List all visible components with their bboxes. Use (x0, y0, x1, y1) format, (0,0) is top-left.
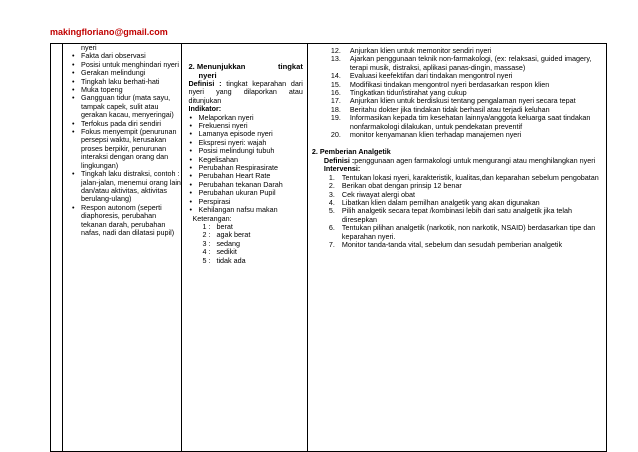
outcome-heading-word: tingkat (277, 62, 303, 71)
interventions-cell (307, 44, 606, 452)
indicator-item: • Melaporkan nyeri (198, 114, 302, 122)
scale-text: agak berat (216, 230, 251, 240)
item-number: 3. (328, 189, 335, 199)
list-item: • Posisi untuk menghindari nyeri (81, 61, 181, 69)
indicator-item: • Perubahan tekanan Darah (198, 181, 302, 189)
item-text: Informasikan kepada tim kesehatan lainnya/anggota keluarga saat tindakan nonfarmakologi dilakukan, untuk pendekatan preventif (349, 113, 591, 131)
item-number: 15. (330, 79, 341, 89)
indicator-item: • Perspirasi (198, 198, 302, 206)
author-email: makingfloriano@gmail.com (50, 27, 168, 37)
scale-number: 1 : (202, 221, 211, 231)
indicator-item: • Kegelisahan (198, 156, 302, 164)
list-item: • Muka topeng (81, 86, 181, 94)
indicator-label: Indikator: (188, 104, 222, 114)
list-item: • Respon autonom (seperti diaphoresis, perubahan tekanan darah, perubahan nafas, nadi dan dilatasi pupil) (81, 204, 181, 238)
outcome-heading (188, 62, 302, 71)
item-number: 20. (330, 130, 341, 140)
scale-list (188, 223, 302, 265)
list-item: • Tingkah laku distraksi, contoh : jalan-jalan, menemui orang lain dan/atau aktivitas, aktivitas berulang-ulang) (81, 170, 181, 204)
scale-text: sedikit (216, 247, 237, 257)
section-title-analgetik: 2. Pemberian Analgetik (311, 147, 391, 157)
item-text: Modifikasi tindakan mengontrol nyeri berdasarkan respon klien (349, 79, 550, 89)
item-number: 7. (328, 239, 335, 249)
scale-text: berat (216, 221, 233, 231)
item-text: Berikan obat dengan prinsip 12 benar (341, 181, 462, 191)
section-definition: Definisi :penggunaan agen farmakologi untuk mengurangi atau menghilangkan nyeri (323, 155, 596, 165)
list-item (330, 130, 602, 140)
list-item (328, 206, 602, 224)
item-number: 1. (328, 172, 335, 182)
outcome-heading-continued: nyeri (198, 71, 217, 80)
defining-characteristics-cell (63, 44, 182, 452)
item-number: 14. (330, 71, 341, 81)
item-text: Libatkan klien dalam pemilhan analgetik yang akan digunakan (341, 197, 540, 207)
item-text: Evaluasi keefektifan dari tindakan mengontrol nyeri (349, 71, 513, 81)
scale-number: 3 : (202, 238, 211, 248)
indicator-item: • Perubahan Respirasirate (198, 164, 302, 172)
scale-text: tidak ada (216, 255, 246, 265)
item-number: 19. (330, 113, 341, 123)
scale-item (188, 257, 302, 265)
number-column-cell (51, 44, 63, 452)
list-item (328, 239, 602, 249)
scale-number: 5 : (202, 255, 211, 265)
item-text: Tingkatkan tidur/istirahat yang cukup (349, 88, 467, 98)
outcome-heading-number: 2. Menunjukkan (188, 62, 246, 71)
list-item (330, 54, 602, 72)
item-number: 5. (328, 206, 335, 216)
item-text: Tentukan pilihan analgetik (narkotik, non narkotik, NSAID) berdasarkan tipe dan keparahan nyeri. (341, 223, 596, 241)
indicator-item: • Ekspresi nyeri: wajah (198, 139, 302, 147)
item-text: Anjurkan klien untuk berdiskusi tentang pengalaman nyeri secara tepat (349, 96, 576, 106)
item-number: 13. (330, 54, 341, 64)
indicator-item: • Lamanya episode nyeri (198, 130, 302, 138)
outcome-definition: Definisi : tingkat keparahan dari nyeri yang dilaporkan atau ditunjukan (188, 79, 303, 105)
intervention-list-continued (312, 47, 602, 139)
list-item: • Gerakan melindungi (81, 69, 181, 77)
indicator-item: • Kehilangan nafsu makan (198, 206, 302, 214)
characteristics-list (63, 52, 181, 237)
scale-number: 2 : (202, 230, 211, 240)
indicator-item: • Frekuensi nyeri (198, 122, 302, 130)
analgetik-intervention-list (312, 174, 602, 250)
item-number: 16. (330, 88, 341, 98)
list-item: • Terfokus pada diri sendiri (81, 120, 181, 128)
item-text: Pilih analgetik secara tepat /kombinasi lebih dari satu analgetik jika telah diresepkan (341, 206, 573, 224)
item-number: 17. (330, 96, 341, 106)
item-text: Monitor tanda-tanda vital, sebelum dan sesudah pemberian analgetik (341, 239, 563, 249)
nursing-care-plan-table (50, 43, 607, 452)
item-number: 6. (328, 223, 335, 233)
list-item: • Fakta dari observasi (81, 52, 181, 60)
scale-number: 4 : (202, 247, 211, 257)
item-number: 12. (330, 46, 341, 55)
intervention-label: Intervensi: (323, 164, 361, 174)
scale-label: Keterangan: (192, 213, 232, 223)
item-text: Cek riwayat alergi obat (341, 189, 415, 199)
item-number: 4. (328, 197, 335, 207)
list-item: • Fokus menyempit (penurunan persepsi waktu, kerusakan proses berpikir, penurunan interaksi dengan orang dan lingkungan) (81, 128, 181, 170)
indicator-list (188, 114, 302, 215)
list-item (330, 113, 602, 131)
item-text: Beritahu dokter jika tindakan tidak berhasil atau terjadi keluhan (349, 104, 550, 114)
item-text: Anjurkan klien untuk memonitor sendiri nyeri (349, 46, 492, 55)
list-item (328, 223, 602, 241)
list-item: • Tingkah laku berhati-hati (81, 78, 181, 86)
indicator-item: • Perubahan Heart Rate (198, 172, 302, 180)
item-text: monitor kenyamanan klien terhadap manajemen nyeri (349, 130, 522, 140)
item-number: 2. (328, 181, 335, 191)
item-number: 18. (330, 104, 341, 114)
list-item: • Gangguan tidur (mata sayu, tampak capek, sulit atau gerakan kacau, menyeringai) (81, 94, 181, 119)
indicator-item: • Posisi melindungi tubuh (198, 147, 302, 155)
scale-text: sedang (216, 238, 241, 248)
indicator-item: • Perubahan ukuran Pupil (198, 189, 302, 197)
table-row (51, 44, 607, 452)
outcome-criteria-cell (182, 44, 307, 452)
item-text: Ajarkan penggunaan teknik non-farmakologi, (ex: relaksasi, guided imagery, terapi musik, distraksi, aplikasi panas-dingin, massase) (349, 54, 592, 72)
continued-text: nyeri (81, 43, 97, 52)
item-text: Tentukan lokasi nyeri, karakteristik, kualitas,dan keparahan sebelum pengobatan (341, 172, 599, 182)
